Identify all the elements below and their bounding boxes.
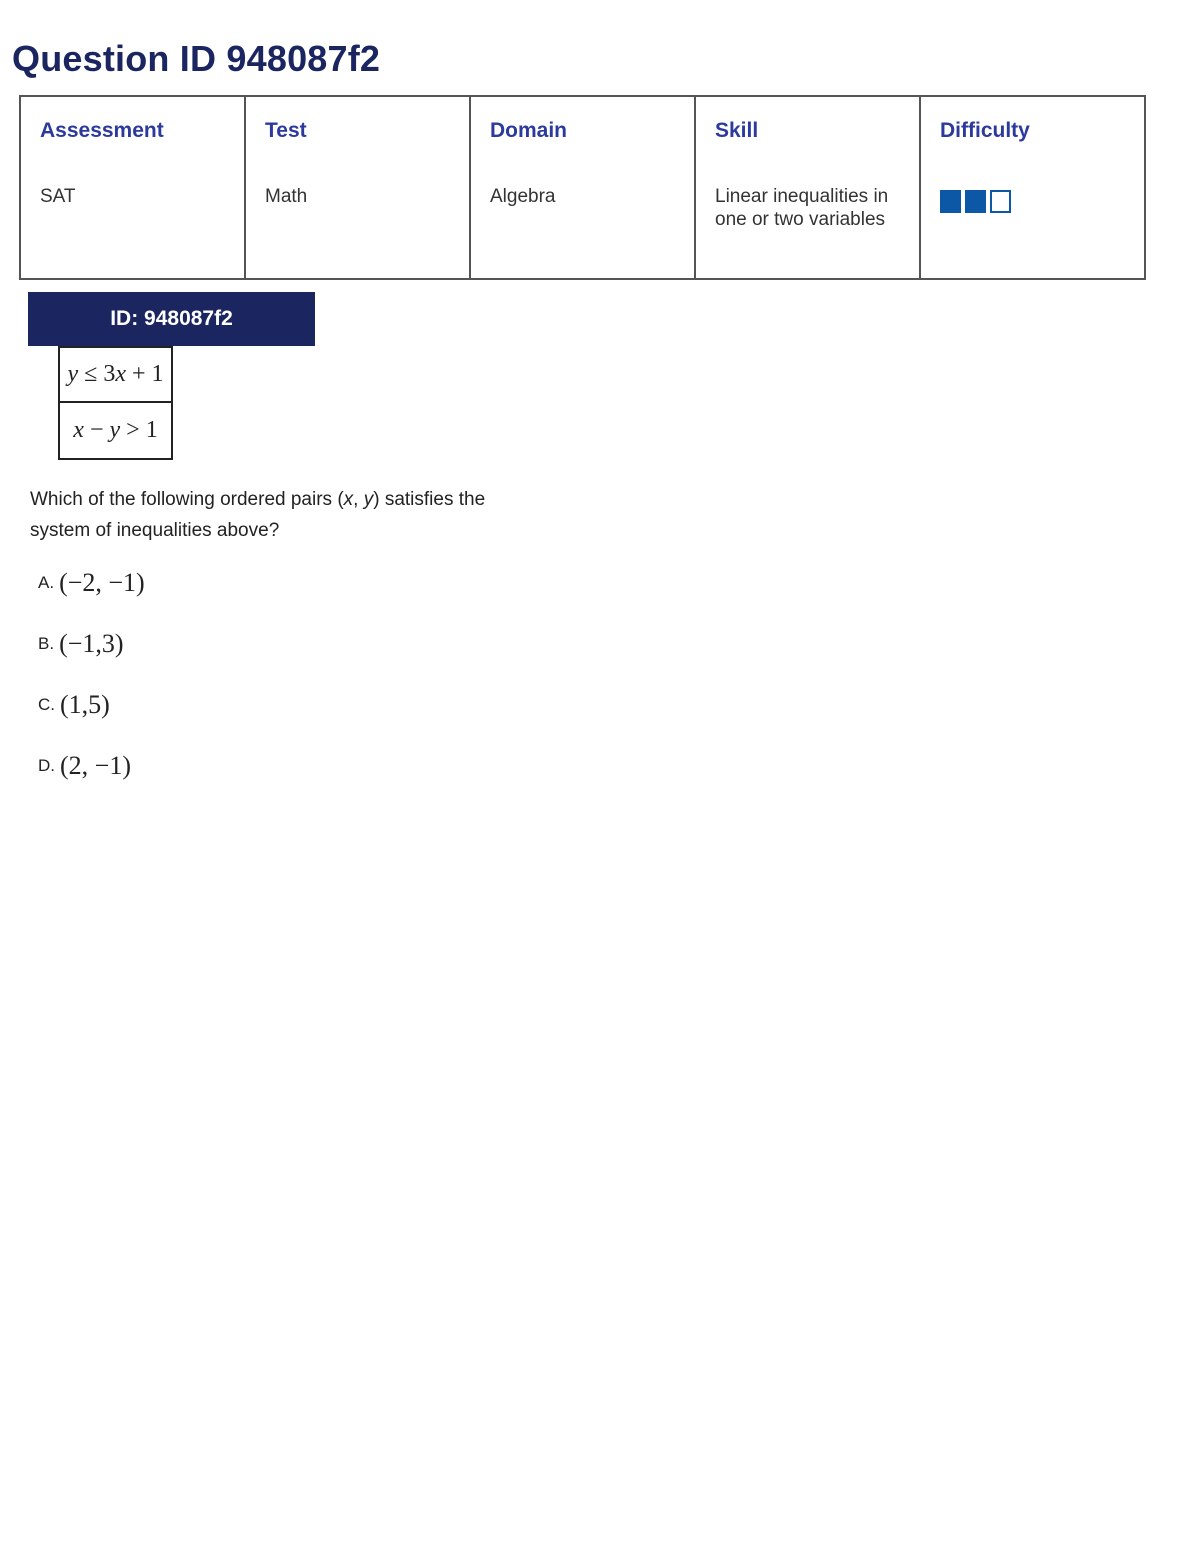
test-column	[246, 97, 471, 278]
choice-b-letter: B.	[38, 633, 55, 653]
question-y: y	[363, 489, 374, 510]
assessment-column	[21, 97, 246, 278]
skill-column	[696, 97, 921, 278]
inequality-system-table	[58, 346, 173, 460]
question-x: x	[343, 489, 354, 510]
question-comma: ,	[353, 489, 364, 510]
inequality-1	[60, 348, 171, 403]
difficulty-indicator	[940, 190, 1126, 213]
page-title: Question ID 948087f2	[12, 38, 381, 79]
assessment-header: Assessment	[40, 119, 164, 142]
choice-a[interactable]	[38, 552, 145, 613]
inequality-2-rhs: > 1	[120, 417, 158, 443]
inequality-2-lhs: x	[73, 417, 84, 443]
inequality-1-lhs: y	[67, 361, 79, 387]
assessment-value: SAT	[40, 186, 76, 207]
skill-header: Skill	[715, 119, 759, 142]
choice-b[interactable]	[38, 613, 145, 674]
choice-a-letter: A.	[38, 572, 55, 592]
choice-c[interactable]	[38, 674, 145, 735]
choice-d-text: (2, −1)	[60, 750, 131, 780]
question-prefix: Which of the following ordered pairs (	[30, 489, 344, 510]
choice-c-text: (1,5)	[60, 689, 110, 719]
inequality-2	[60, 403, 171, 458]
difficulty-box-empty	[990, 190, 1011, 213]
question-suffix: ) satisfies the system of inequalities above?	[30, 489, 486, 541]
inequality-2-var: y	[109, 417, 121, 443]
domain-column	[471, 97, 696, 278]
difficulty-column	[921, 97, 1144, 278]
domain-header: Domain	[490, 119, 568, 142]
test-header: Test	[265, 119, 307, 142]
inequality-1-op: ≤ 3	[78, 361, 116, 387]
inequality-1-var: x	[115, 361, 126, 387]
test-value: Math	[265, 186, 308, 207]
inequality-2-op: −	[83, 417, 110, 443]
choice-b-text: (−1,3)	[59, 628, 124, 658]
question-text	[30, 484, 550, 546]
question-id-banner: ID: 948087f2	[28, 292, 315, 346]
choice-d[interactable]	[38, 735, 145, 796]
difficulty-box-filled	[965, 190, 986, 213]
inequality-1-rhs: + 1	[125, 361, 164, 387]
choice-c-letter: C.	[38, 694, 55, 714]
question-metadata-table	[19, 95, 1146, 280]
choice-d-letter: D.	[38, 755, 55, 775]
answer-choices	[38, 552, 145, 796]
choice-a-text: (−2, −1)	[59, 567, 145, 597]
difficulty-box-filled	[940, 190, 961, 213]
difficulty-header: Difficulty	[940, 119, 1030, 142]
domain-value: Algebra	[490, 186, 556, 207]
skill-value: Linear inequalities in one or two variables	[715, 186, 889, 230]
